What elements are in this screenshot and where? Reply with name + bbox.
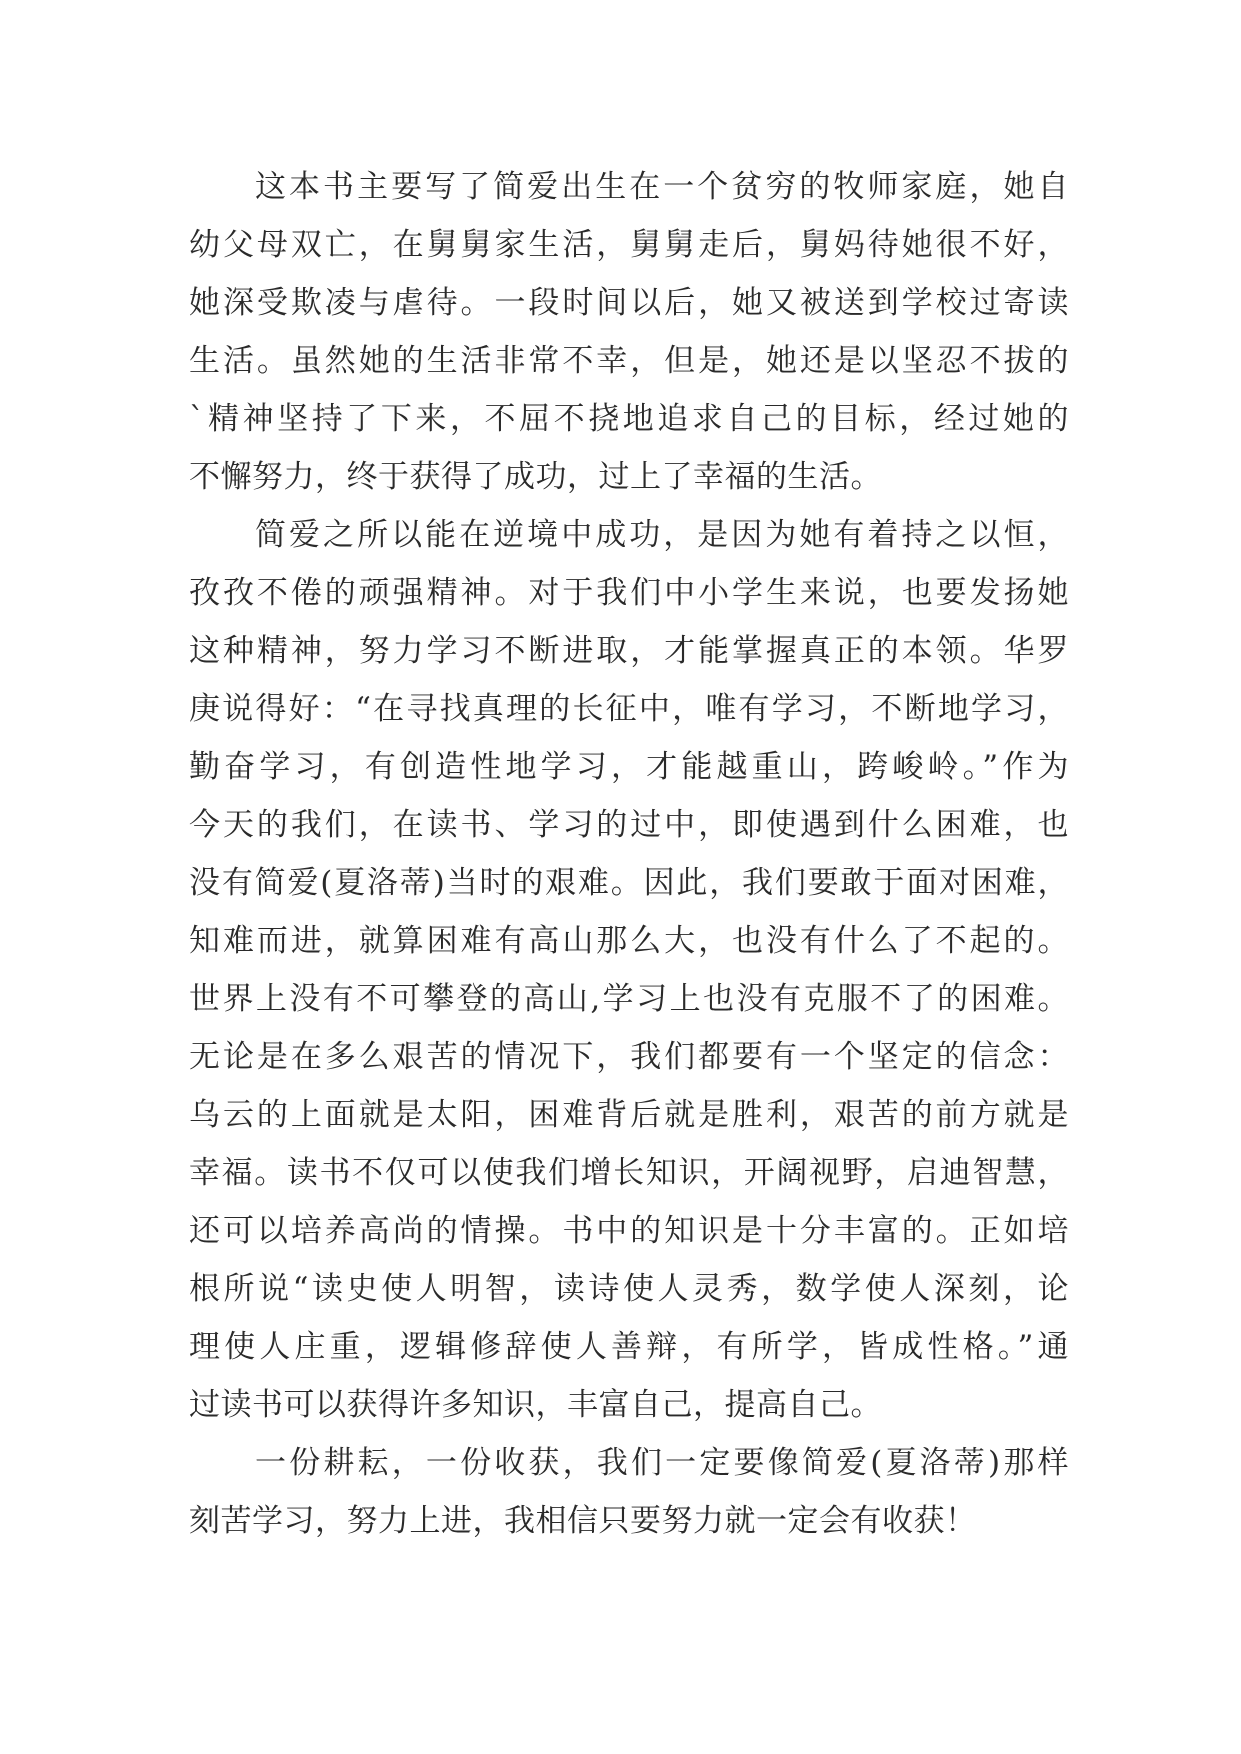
paragraph-line: 生活。虽然她的生活非常不幸，但是，她还是以坚忍不拔的 <box>189 343 1069 379</box>
paragraph-line: 简爱之所以能在逆境中成功，是因为她有着持之以恒， <box>255 517 1069 553</box>
paragraph-line: 理使人庄重，逻辑修辞使人善辩，有所学，皆成性格。”通 <box>189 1329 1069 1365</box>
paragraph-3 <box>189 1434 1069 1550</box>
paragraph-line: 无论是在多么艰苦的情况下，我们都要有一个坚定的信念： <box>189 1039 1069 1075</box>
paragraph-line: 根所说“读史使人明智，读诗使人灵秀，数学使人深刻，论 <box>189 1271 1069 1307</box>
paragraph-line: 刻苦学习，努力上进，我相信只要努力就一定会有收获！ <box>189 1503 977 1539</box>
paragraph-line: 幸福。读书不仅可以使我们增长知识，开阔视野，启迪智慧， <box>189 1155 1069 1191</box>
paragraph-line: 她深受欺凌与虐待。一段时间以后，她又被送到学校过寄读 <box>189 285 1069 321</box>
paragraph-line: 孜孜不倦的顽强精神。对于我们中小学生来说，也要发扬她 <box>189 575 1069 611</box>
paragraph-line: 幼父母双亡，在舅舅家生活，舅舅走后，舅妈待她很不好， <box>189 227 1069 263</box>
paragraph-line: 一份耕耘，一份收获，我们一定要像简爱(夏洛蒂)那样 <box>255 1445 1069 1481</box>
paragraph-line: 知难而进，就算困难有高山那么大，也没有什么了不起的。 <box>189 923 1069 959</box>
document-body <box>189 158 1069 1550</box>
paragraph-line: 世界上没有不可攀登的高山,学习上也没有克服不了的困难。 <box>189 981 1069 1017</box>
paragraph-line: 这种精神，努力学习不断进取，才能掌握真正的本领。华罗 <box>189 633 1069 669</box>
paragraph-line: 乌云的上面就是太阳，困难背后就是胜利，艰苦的前方就是 <box>189 1097 1069 1133</box>
paragraph-2 <box>189 506 1069 1434</box>
paragraph-1 <box>189 158 1069 506</box>
paragraph-line: 不懈努力，终于获得了成功，过上了幸福的生活。 <box>189 459 882 495</box>
paragraph-line: `精神坚持了下来，不屈不挠地追求自己的目标，经过她的 <box>189 401 1069 437</box>
paragraph-line: 还可以培养高尚的情操。书中的知识是十分丰富的。正如培 <box>189 1213 1069 1249</box>
paragraph-line: 今天的我们，在读书、学习的过中，即使遇到什么困难，也 <box>189 807 1069 843</box>
paragraph-line: 勤奋学习，有创造性地学习，才能越重山，跨峻岭。”作为 <box>189 749 1069 785</box>
paragraph-line: 没有简爱(夏洛蒂)当时的艰难。因此，我们要敢于面对困难， <box>189 865 1069 901</box>
paragraph-line: 这本书主要写了简爱出生在一个贫穷的牧师家庭，她自 <box>255 169 1069 205</box>
paragraph-line: 庚说得好：“在寻找真理的长征中，唯有学习，不断地学习， <box>189 691 1069 727</box>
paragraph-line: 过读书可以获得许多知识，丰富自己，提高自己。 <box>189 1387 882 1423</box>
